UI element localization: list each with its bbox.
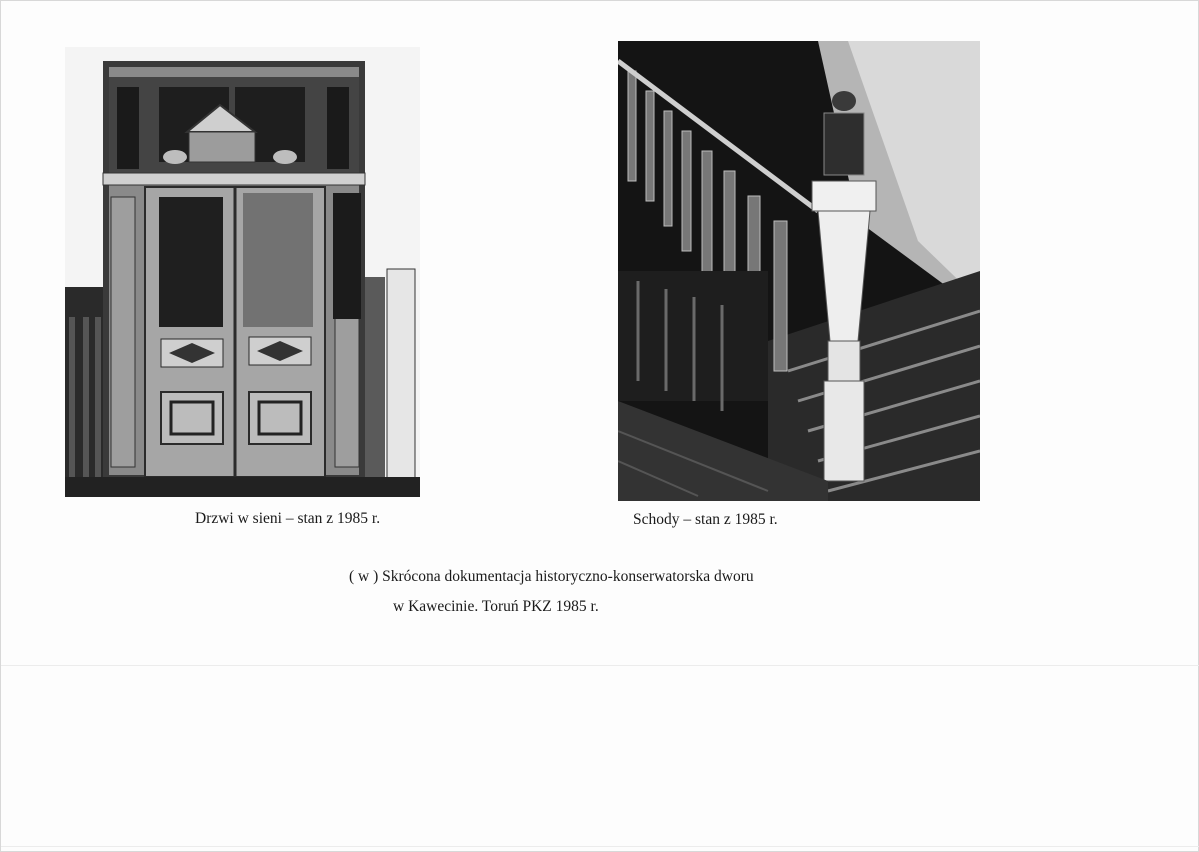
door-photo-image <box>65 47 420 497</box>
stairs-photo <box>618 41 980 501</box>
stairs-photo-caption: Schody – stan z 1985 r. <box>633 511 778 528</box>
stairs-photo-image <box>618 41 980 501</box>
scan-artifact-line <box>1 846 1199 847</box>
source-note-line-2: w Kawecinie. Toruń PKZ 1985 r. <box>393 598 599 615</box>
source-note-line-1: ( w ) Skrócona dokumentacja historyczno-konserwatorska dworu <box>349 568 754 585</box>
scan-artifact-line <box>1 665 1199 666</box>
door-photo-caption: Drzwi w sieni – stan z 1985 r. <box>195 510 381 527</box>
door-photo <box>65 47 420 497</box>
